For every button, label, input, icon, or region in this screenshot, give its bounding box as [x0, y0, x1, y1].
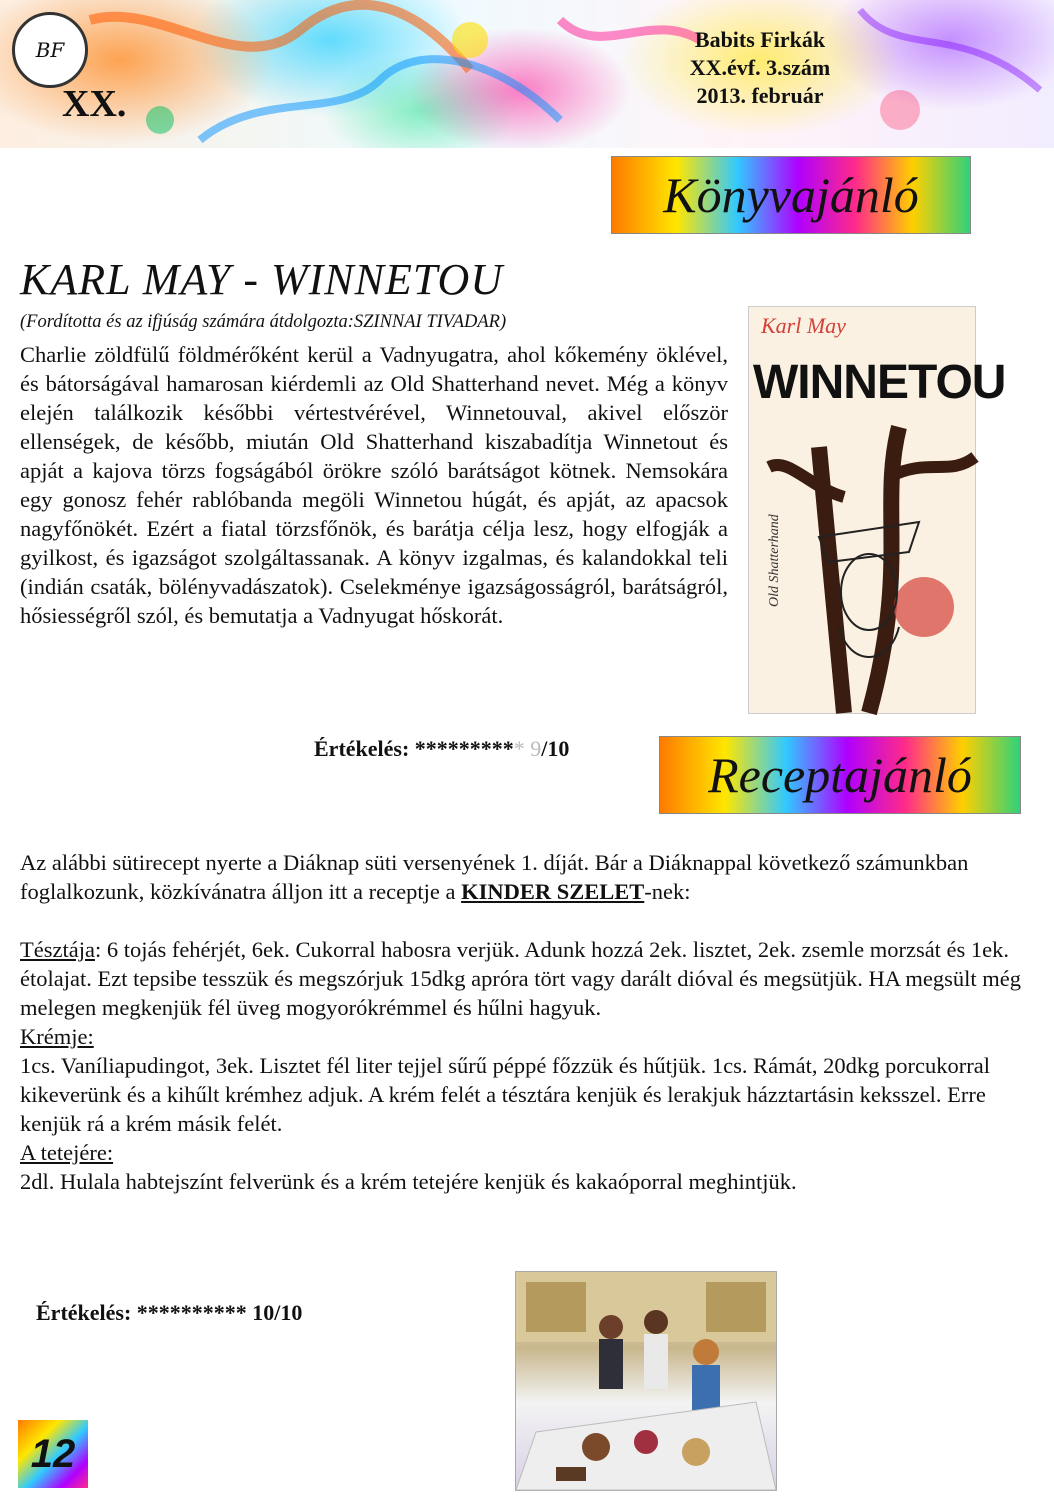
- book-rating: [314, 736, 569, 762]
- issue-number: XX.évf. 3.szám: [689, 55, 831, 80]
- bake-sale-photo: [515, 1271, 777, 1491]
- recipe-text: [20, 848, 1030, 1196]
- book-review-text: Charlie zöldfülű földmérőként kerül a Vadnyugatra, ahol kőkemény öklével, és bátorságával hamarosan kiérdemli az Old Shatterhand nevet. Még a könyv elején találkozik későbbi vértestvérével, Winnetouval, akivel először ellenségek, de később, miután Old Shatterhand kiszabadítja Winnetout és apját a kajova törzs fogságából örökre szóló barátságot kötnek. Nemsokára egy gonosz fehér rablóbanda megöli Winnetou húgát, és apját, az apacsok nagyfőnökét. Ezért a fiatal törzsfőnök, és barátja célja lesz, hogy elfogják a gyilkost, és igazságot szolgáltassanak. A könyv izgalmas, és kalandokkal teli (indián csaták, bölényvadászatok). Cselekménye igazságosságról, barátságról, hősiességről szól, és bemutatja a Vadnyugat hőskorát.: [20, 342, 728, 628]
- book-rating-score: 9: [530, 736, 542, 761]
- book-rating-max: /10: [541, 736, 570, 761]
- cream-label: Krémje:: [20, 1024, 94, 1049]
- translator-note: (Fordította és az ifjúság számára átdolgozta:SZINNAI TIVADAR): [20, 312, 507, 332]
- school-logo-text: BF: [35, 38, 65, 62]
- recipe-intro-suffix: -nek:: [644, 879, 691, 904]
- topping-text: 2dl. Hulala habtejszínt felverünk és a krém tetejére kenjük és kakaóporral meghintjük.: [20, 1169, 797, 1194]
- issue-info: [655, 26, 865, 110]
- book-cover-image: [748, 306, 1006, 714]
- magazine-name: Babits Firkák: [694, 27, 826, 52]
- dough-label: Tésztája: [20, 937, 95, 962]
- volume-mark: XX.: [62, 83, 127, 125]
- paint-splash-decoration: [0, 0, 1054, 148]
- book-rating-grey-star: *: [513, 736, 525, 761]
- book-title: KARL MAY - WINNETOU: [20, 255, 504, 304]
- book-recommendation-banner: Könyvajánló: [611, 156, 971, 234]
- topping-label: A tetejére:: [20, 1140, 114, 1165]
- recipe-recommendation-banner: Receptajánló: [659, 736, 1021, 814]
- cream-text: 1cs. Vaníliapudingot, 3ek. Lisztet fél liter tejjel sűrű péppé főzzük és hűtjük. 1cs. Rámát, 20dkg porcukorral kikeverünk és a kihűlt krémhez adjuk. A krém felét a tésztára kenjük és lerakjuk házztartásin keksszel. Erre kenjük rá a krém másik felét.: [20, 1053, 990, 1136]
- dough-text: : 6 tojás fehérjét, 6ek. Cukorral habosra verjük. Adunk hozzá 2ek. lisztet, 2ek. zsemle morzsát és 1ek. étolajat. Ezt tepsibe tesszük és megszórjuk 15dkg apróra tört vagy darált dióval és megsütjük. HA megsült még melegen megkenjük fél üveg mogyorókrémmel és hűlni hagyuk.: [20, 937, 1022, 1020]
- recipe-intro-text: Az alábbi sütirecept nyerte a Diáknap süti versenyének 1. díját. Bár a Diáknappal következő számunkban foglalkozunk, közkívánatra álljon itt a receptje a: [20, 850, 969, 904]
- school-logo: [12, 12, 88, 88]
- cover-side-text: Old Shatterhand: [767, 514, 782, 607]
- book-rating-stars: *********: [414, 736, 514, 761]
- dough-paragraph: [20, 935, 1030, 1022]
- issue-date: 2013. február: [696, 83, 824, 108]
- page-number: 12: [18, 1420, 88, 1488]
- recipe-intro: [20, 848, 1030, 906]
- photo-illustration: [516, 1272, 776, 1490]
- recipe-rating: Értékelés: ********** 10/10: [36, 1300, 303, 1325]
- cover-author: Karl May: [761, 313, 846, 338]
- cover-title: WINNETOU: [753, 356, 1006, 409]
- book-rating-label: Értékelés:: [314, 736, 410, 761]
- header-banner: [0, 0, 1054, 148]
- recipe-name: KINDER SZELET: [461, 879, 645, 904]
